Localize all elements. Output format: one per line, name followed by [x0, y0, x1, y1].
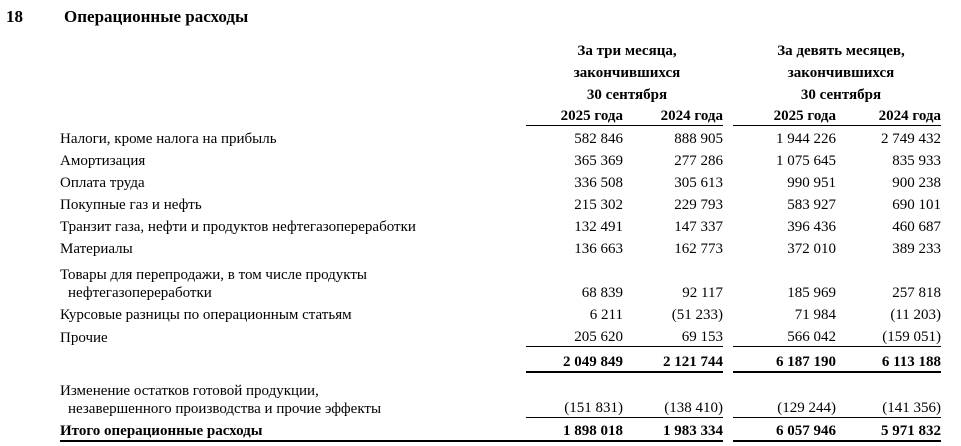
table-row [60, 372, 941, 418]
total-row [60, 418, 941, 442]
cell-value: 92 117 [682, 285, 723, 301]
total-value: 1 983 334 [623, 418, 723, 442]
cell-value: (159 051) [836, 324, 941, 347]
cell-value: 690 101 [892, 197, 941, 213]
operating-expenses-table [60, 105, 941, 442]
row-label: Оплата труда [60, 175, 145, 191]
cell-value: (141 356) [836, 372, 941, 418]
cell-value: 835 933 [892, 153, 941, 169]
cell-value: (138 410) [623, 372, 723, 418]
cell-value: 365 369 [574, 153, 623, 169]
cell-value: 257 818 [892, 285, 941, 301]
subtotal-value: 2 121 744 [623, 347, 723, 373]
cell-value: 205 620 [526, 324, 623, 347]
cell-value: (11 203) [890, 307, 941, 323]
year-header: 2024 года [836, 105, 941, 126]
total-label: Итого операционные расходы [60, 418, 526, 442]
cell-value: 1 075 645 [776, 153, 836, 169]
year-header-row [60, 105, 941, 126]
cell-value: 990 951 [787, 175, 836, 191]
cell-value: (151 831) [526, 372, 623, 418]
subtotal-row [60, 347, 941, 373]
cell-value: 71 984 [794, 307, 836, 323]
row-label: Материалы [60, 241, 133, 257]
note-heading [6, 7, 248, 27]
note-number: 18 [6, 7, 23, 26]
cell-value: (129 244) [733, 372, 836, 418]
year-header: 2025 года [733, 105, 836, 126]
cell-value: 132 491 [574, 219, 623, 235]
table-row [60, 258, 941, 302]
table-row [60, 236, 941, 258]
cell-value: 229 793 [674, 197, 723, 213]
cell-value: 900 238 [892, 175, 941, 191]
row-label: Товары для перепродажи, в том числе продукты нефтегазопереработки [60, 267, 368, 301]
cell-value: 215 302 [574, 197, 623, 213]
cell-value: (51 233) [671, 307, 723, 323]
cell-value: 566 042 [733, 324, 836, 347]
period-header-nine-months: За девять месяцев, закончившихся 30 сентября [777, 43, 905, 103]
cell-value: 136 663 [574, 241, 623, 257]
cell-value: 582 846 [574, 131, 623, 147]
row-label: Амортизация [60, 153, 146, 169]
cell-value: 888 905 [674, 131, 723, 147]
table-row [60, 192, 941, 214]
table-row [60, 148, 941, 170]
cell-value: 1 944 226 [776, 131, 836, 147]
cell-value: 6 211 [589, 307, 623, 323]
subtotal-value: 6 113 188 [836, 347, 941, 373]
cell-value: 460 687 [892, 219, 941, 235]
cell-value: 389 233 [892, 241, 941, 257]
cell-value: 336 508 [574, 175, 623, 191]
table-row [60, 302, 941, 324]
table-row [60, 126, 941, 149]
cell-value: 583 927 [787, 197, 836, 213]
table-row [60, 170, 941, 192]
subtotal-value: 6 187 190 [733, 347, 836, 373]
table-row [60, 214, 941, 236]
row-label: Транзит газа, нефти и продуктов нефтегазопереработки [60, 219, 416, 235]
cell-value: 147 337 [674, 219, 723, 235]
total-value: 5 971 832 [836, 418, 941, 442]
table-row [60, 324, 941, 347]
total-value: 6 057 946 [733, 418, 836, 442]
cell-value: 396 436 [787, 219, 836, 235]
cell-value: 305 613 [674, 175, 723, 191]
total-value: 1 898 018 [526, 418, 623, 442]
note-title: Операционные расходы [64, 7, 249, 26]
cell-value: 69 153 [623, 324, 723, 347]
cell-value: 372 010 [787, 241, 836, 257]
period-header-three-months: За три месяца, закончившихся 30 сентября [573, 43, 681, 103]
row-label: Изменение остатков готовой продукции, незавершенного производства и прочие эффекты [60, 382, 382, 417]
row-label: Покупные газ и нефть [60, 197, 202, 213]
cell-value: 185 969 [787, 285, 836, 301]
year-header: 2024 года [623, 105, 723, 126]
cell-value: 68 839 [581, 285, 623, 301]
row-label: Курсовые разницы по операционным статьям [60, 307, 352, 323]
year-header: 2025 года [526, 105, 623, 126]
row-label: Прочие [60, 329, 108, 346]
cell-value: 277 286 [674, 153, 723, 169]
cell-value: 2 749 432 [881, 131, 941, 147]
subtotal-value: 2 049 849 [526, 347, 623, 373]
cell-value: 162 773 [674, 241, 723, 257]
row-label: Налоги, кроме налога на прибыль [60, 131, 277, 147]
